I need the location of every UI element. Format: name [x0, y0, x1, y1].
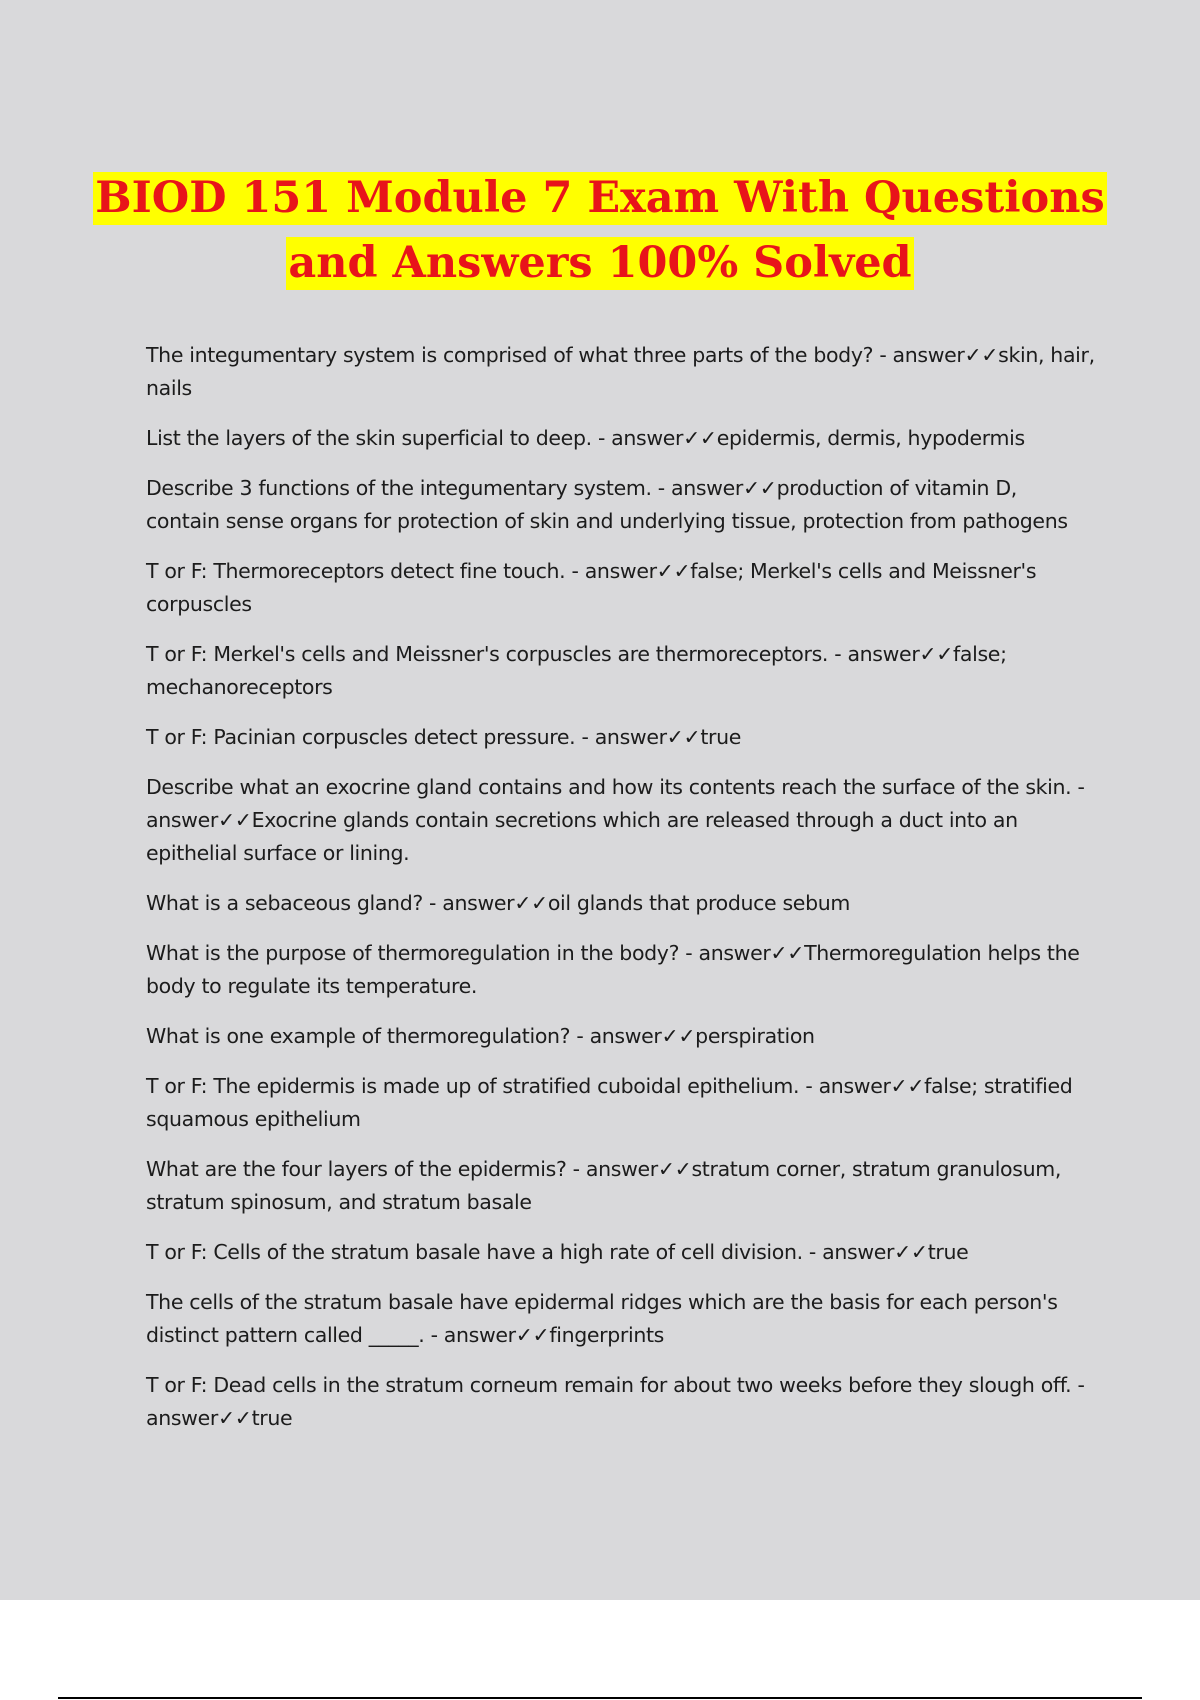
title-line-1: BIOD 151 Module 7 Exam With Questions	[95, 173, 1105, 223]
qa-item: List the layers of the skin superficial to deep. - answer✓✓epidermis, dermis, hypodermis	[146, 426, 1025, 450]
qa-item: Describe what an exocrine gland contains and how its contents reach the surface of the skin. - answer✓✓Exocrine glands contain secretions which are released through a duct into an epithelial surface or lining.	[146, 775, 1085, 865]
footer-divider	[58, 1697, 1142, 1699]
document-title	[0, 168, 1200, 298]
qa-item: T or F: Thermoreceptors detect fine touch. - answer✓✓false; Merkel's cells and Meissner's corpuscles	[146, 559, 1037, 616]
qa-item: T or F: Pacinian corpuscles detect pressure. - answer✓✓true	[146, 725, 741, 749]
qa-item: What are the four layers of the epidermis? - answer✓✓stratum corner, stratum granulosum, stratum spinosum, and stratum basale	[146, 1157, 1062, 1214]
qa-item: Describe 3 functions of the integumentary system. - answer✓✓production of vitamin D, contain sense organs for protection of skin and underlying tissue, protection from pathogens	[146, 476, 1068, 533]
qa-item: T or F: Merkel's cells and Meissner's corpuscles are thermoreceptors. - answer✓✓false; mechanoreceptors	[146, 642, 1007, 699]
qa-item: What is one example of thermoregulation? - answer✓✓perspiration	[146, 1024, 815, 1048]
qa-item: What is a sebaceous gland? - answer✓✓oil glands that produce sebum	[146, 891, 850, 915]
qa-item: T or F: Cells of the stratum basale have a high rate of cell division. - answer✓✓true	[146, 1240, 969, 1264]
qa-list	[146, 339, 1096, 1452]
qa-item: T or F: The epidermis is made up of stratified cuboidal epithelium. - answer✓✓false; stratified squamous epithelium	[146, 1074, 1073, 1131]
qa-item: T or F: Dead cells in the stratum corneum remain for about two weeks before they slough off. - answer✓✓true	[146, 1373, 1085, 1430]
qa-item: What is the purpose of thermoregulation in the body? - answer✓✓Thermoregulation helps the body to regulate its temperature.	[146, 941, 1080, 998]
title-line-2: and Answers 100% Solved	[288, 238, 912, 288]
qa-item: The cells of the stratum basale have epidermal ridges which are the basis for each person's distinct pattern called _____. - answer✓✓fingerprints	[146, 1290, 1058, 1347]
qa-item: The integumentary system is comprised of what three parts of the body? - answer✓✓skin, hair, nails	[146, 343, 1095, 400]
